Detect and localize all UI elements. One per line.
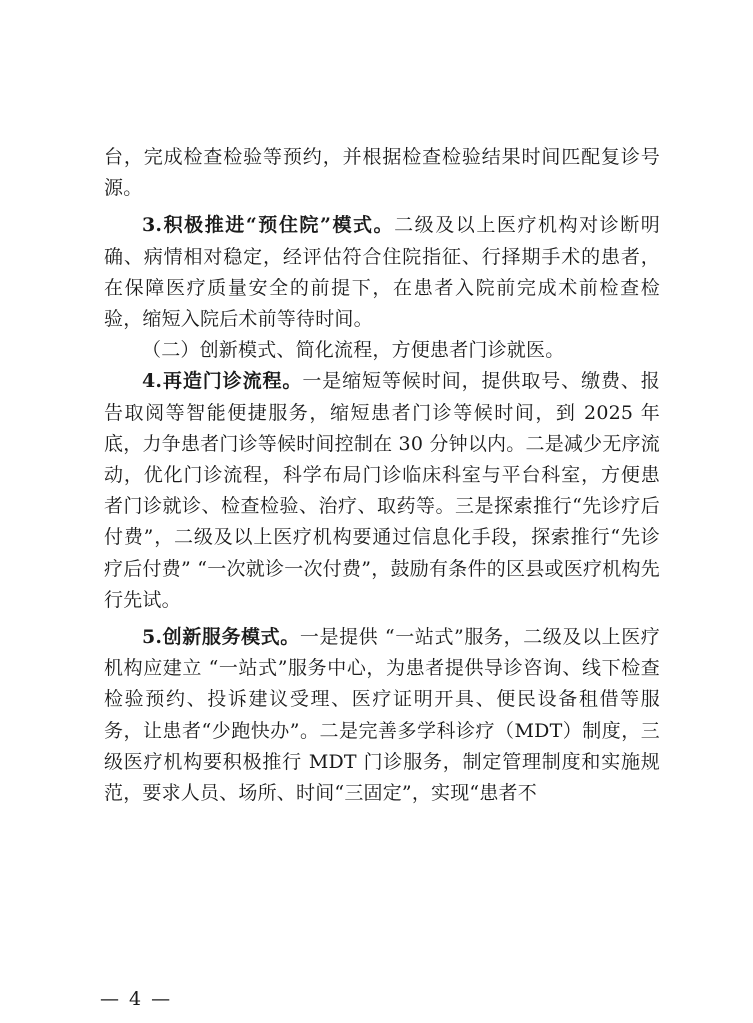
paragraph-3-pre-admission	[104, 210, 660, 335]
section-subheading	[104, 335, 660, 366]
paragraph-heading: 4.再造门诊流程。	[142, 370, 303, 393]
subheading-text: （二）创新模式、简化流程，方便患者门诊就医。	[142, 339, 565, 362]
paragraph-text: 一是缩短等候时间，提供取号、缴费、报告取阅等智能便捷服务，缩短患者门诊等候时间，到 2025 年底，力争患者门诊等候时间控制在 30 分钟以内。二是减少无序流动，优化门诊流程，科学布局门诊临床科室与平台科室，方便患者门诊就诊、检查检验、治疗、取药等。三是探索推行“先诊疗后付费”，二级及以上医疗机构要通过信息化手段，探索推行“先诊疗后付费” “一次就诊一次付费”，鼓励有条件的区县或医疗机构先行先试。	[104, 370, 660, 611]
page-number: — 4 —	[100, 988, 173, 1010]
paragraph-heading: 5.创新服务模式。	[142, 626, 300, 649]
document-body	[104, 142, 660, 809]
paragraph-text: 二级及以上医疗机构对诊断明确、病情相对稳定，经评估符合住院指征、行择期手术的患者，在保障医疗质量安全的前提下，在患者入院前完成术前检查检验，缩短入院后术前等待时间。	[104, 214, 660, 331]
paragraph-continuation	[104, 142, 660, 204]
paragraph-text: 台，完成检查检验等预约，并根据检查检验结果时间匹配复诊号源。	[104, 146, 660, 200]
paragraph-heading: 3.积极推进“预住院”模式。	[142, 214, 395, 237]
paragraph-5-service-mode	[104, 622, 660, 809]
paragraph-text: 一是提供 “一站式”服务，二级及以上医疗机构应建立 “一站式”服务中心，为患者提供导诊咨询、线下检查检验预约、投诉建议受理、医疗证明开具、便民设备租借等服务，让患者“少跑快办”。二是完善多学科诊疗（MDT）制度，三级医疗机构要积极推行 MDT 门诊服务，制定管理制度和实施规范，要求人员、场所、时间“三固定”，实现“患者不	[104, 626, 661, 805]
paragraph-4-outpatient-process	[104, 366, 660, 616]
